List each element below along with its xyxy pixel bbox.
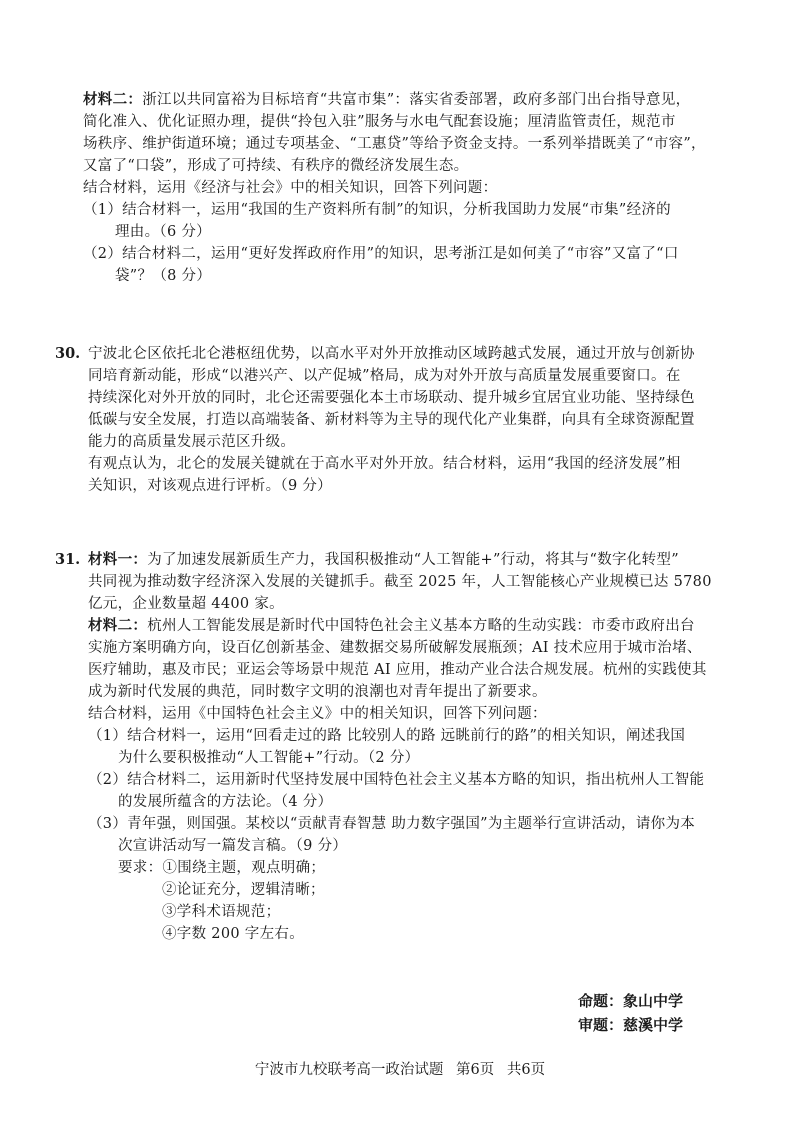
- material2-line-4: 又富了“口袋”，形成了可持续、有秩序的微经济发展生态。: [83, 158, 469, 174]
- q30-line-2: 同培育新动能，形成“以港兴产、以产促城”格局，成为对外开放与高质量发展重要窗口。在: [88, 368, 681, 384]
- q31-material2-line-4: 成为新时代发展的典范，同时数字文明的浪潮也对青年提出了新要求。: [88, 684, 547, 700]
- question-number-31: 31.: [55, 551, 81, 568]
- footer-page-number: 第6页: [456, 1062, 495, 1078]
- reviewer-signature: 审题：慈溪中学: [578, 1016, 684, 1034]
- instruction: 结合材料，运用《经济与社会》中的相关知识，回答下列问题：: [83, 180, 498, 196]
- q30-line-4: 低碳与安全发展，打造以高端装备、新材料等为主导的现代化产业集群，向具有全球资源配置: [88, 412, 695, 428]
- material1-label: 材料一：: [88, 551, 148, 568]
- footer-total-pages: 共6页: [506, 1062, 546, 1078]
- q30-line-6: 有观点认为，北仑的发展关键就在于高水平对外开放。结合材料，运用“我国的经济发展”相: [88, 456, 681, 472]
- question-2-line-2: 袋”？（8 分）: [115, 268, 212, 284]
- material2-label: 材料二：: [83, 91, 143, 108]
- q31-material1-line-3: 亿元，企业数量超 4400 家。: [88, 596, 284, 612]
- q30-line-7: 关知识，对该观点进行评析。（9 分）: [88, 478, 332, 494]
- material2-line-3: 场秩序、维护街道环境；通过专项基金、“工惠贷”等给予资金支持。一系列举措既美了“市容”，: [83, 136, 706, 152]
- q31-sub2-line-2: 的发展所蕴含的方法论。（4 分）: [118, 794, 333, 810]
- material2-label-31: 材料二：: [88, 617, 148, 634]
- q31-material2-line-2: 实施方案明确方向，设百亿创新基金、建数据交易所破解发展瓶颈；AI 技术应用于城市治堵、: [88, 640, 702, 656]
- q31-instruction: 结合材料，运用《中国特色社会主义》中的相关知识，回答下列问题：: [88, 706, 547, 722]
- q31-sub3-line-1: （3）青年强，则国强。某校以“贡献青春智慧 助力数字强国”为主题举行宣讲活动，请你为本: [88, 816, 696, 832]
- requirement-3: ③学科术语规范；: [162, 904, 281, 920]
- requirement-1: 要求：①围绕主题，观点明确；: [118, 860, 326, 876]
- q30-line-5: 能力的高质量发展示范区升级。: [88, 434, 296, 450]
- question-2-line-1: （2）结合材料二，运用“更好发挥政府作用”的知识，思考浙江是如何美了“市容”又富了“口: [83, 246, 679, 262]
- setter-signature: 命题：象山中学: [578, 992, 684, 1010]
- q31-material2-line-1: 材料二：杭州人工智能发展是新时代中国特色社会主义基本方略的生动实践：市委市政府出台: [88, 617, 695, 634]
- q31-material1-line-2: 共同视为推动数字经济深入发展的关键抓手。截至 2025 年，人工智能核心产业规模已达 5780: [88, 574, 712, 590]
- q31-sub2-line-1: （2）结合材料二，运用新时代坚持发展中国特色社会主义基本方略的知识，指出杭州人工智能: [88, 772, 705, 788]
- requirement-2: ②论证充分，逻辑清晰；: [162, 882, 325, 898]
- question-1-line-1: （1）结合材料一，运用“我国的生产资料所有制”的知识，分析我国助力发展“市集”经济的: [83, 202, 671, 218]
- footer-title: 宁波市九校联考高一政治试题: [254, 1062, 444, 1078]
- q30-line-1: 宁波北仑区依托北仑港枢纽优势，以高水平对外开放推动区域跨越式发展，通过开放与创新协: [88, 346, 695, 362]
- question-number-30: 30.: [55, 345, 81, 362]
- requirement-4: ④字数 200 字左右。: [162, 926, 304, 942]
- q31-material1-line-1: 材料一：为了加速发展新质生产力，我国积极推动“人工智能+”行动，将其与“数字化转型”: [88, 551, 679, 568]
- q31-sub1-line-2: 为什么要积极推动“人工智能+”行动。（2 分）: [118, 750, 420, 766]
- q31-sub3-line-2: 次宣讲活动写一篇发言稿。（9 分）: [118, 838, 348, 854]
- page-footer: [0, 1058, 800, 1079]
- material2-line-1: 材料二：浙江以共同富裕为目标培育“共富市集”：落实省委部署，政府多部门出台指导意见，: [83, 91, 691, 108]
- q30-line-3: 持续深化对外开放的同时，北仑还需要强化本土市场联动、提升城乡宜居宜业功能、坚持绿色: [88, 390, 695, 406]
- q31-sub1-line-1: （1）结合材料一，运用“回看走过的路 比较别人的路 远眺前行的路”的相关知识，阐述我国: [88, 728, 686, 744]
- q31-material2-line-3: 医疗辅助，惠及市民；亚运会等场景中规范 AI 应用，推动产业合法合规发展。杭州的实践使其: [88, 662, 707, 678]
- question-1-line-2: 理由。（6 分）: [115, 224, 211, 240]
- material2-line-2: 简化准入、优化证照办理，提供“拎包入驻”服务与水电气配套设施；厘清监管责任，规范市: [83, 114, 676, 130]
